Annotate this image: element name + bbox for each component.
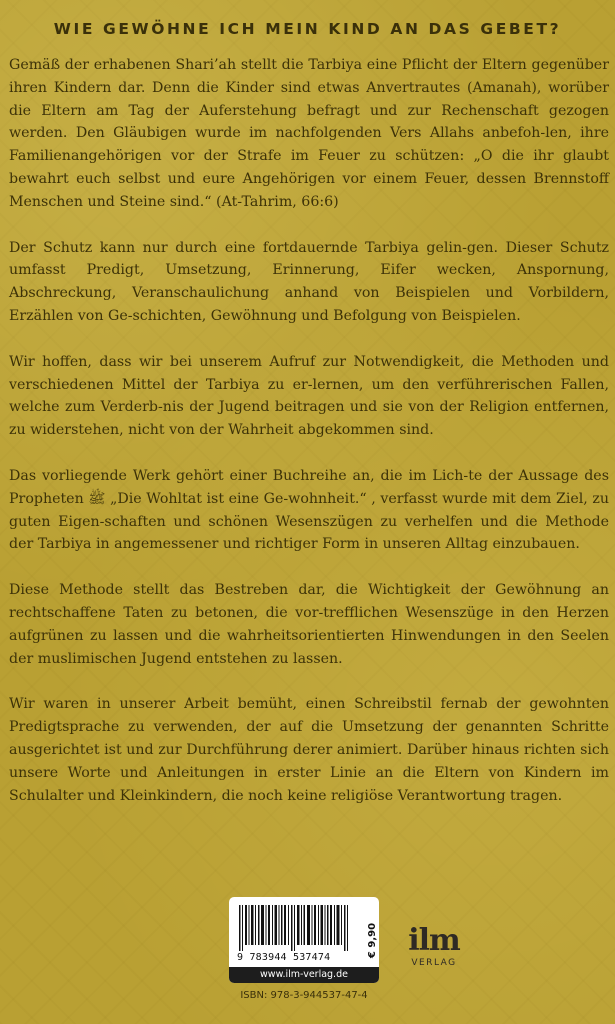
- price-label: € 9,90: [367, 922, 379, 959]
- isbn-label: ISBN: 978-3-944537-47-4: [240, 990, 368, 1001]
- publisher-logo: [398, 923, 470, 968]
- blurb-text: [9, 54, 609, 830]
- barcode-icon: [237, 905, 355, 951]
- paragraph-1: Gemäß der erhabenen Shari’ah stellt die Tarbiya eine Pflicht der Eltern gegenüber ihren Kindern dar. Denn die Kinder sind etwas Anvertrautes (Amanah), worüber die Eltern am Tag der Auferstehung befragt und zur Rechenschaft gezogen werden. Den Gläubigen wurde im nachfolgenden Vers Allahs anbefoh-len, ihre Familienangehörigen vor der Strafe im Feuer zu schützen: „O die ihr glaubt bewahrt euch selbst und eure Angehörigen vor einem Feuer, dessen Brennstoff Menschen und Steine sind.“ (At-Tahrim, 66:6): [9, 57, 609, 210]
- logo-sub-text: VERLAG: [411, 958, 457, 968]
- publisher-url: www.ilm-verlag.de: [229, 967, 379, 983]
- paragraph-4: Das vorliegende Werk gehört einer Buchreihe an, die im Lich-te der Aussage des Propheten ﷺ „Die Wohltat ist eine Ge-wohnheit.“ , verfasst wurde mit dem Ziel, zu guten Eigen-schaften und schönen Wesenszügen zu verhelfen und die Methode der Tarbiya in angemessener und richtiger Form in unseren Alltag einzubauen.: [9, 467, 609, 553]
- paragraph-6: Wir waren in unserer Arbeit bemüht, einen Schreibstil fernab der gewohnten Predigtsprache zu verwenden, der auf die Umsetzung der genannten Schritte ausgerichtet ist und zur Durchführung derer animiert. Darüber hinaus richten sich unsere Worte und Anleitungen in erster Linie an die Eltern von Kindern im Schulalter und Kleinkindern, die noch keine religiöse Verantwortung tragen.: [9, 696, 609, 804]
- paragraph-2: Der Schutz kann nur durch eine fortdauernde Tarbiya gelin-gen. Dieser Schutz umfasst Predigt, Umsetzung, Erinnerung, Eifer wecken, Anspornung, Abschreckung, Veranschaulichung anhand von Beispielen und Vorbildern, Erzählen von Ge-schichten, Gewöhnung und Befolgung von Beispielen.: [9, 239, 609, 324]
- barcode-label: [229, 897, 379, 983]
- logo-main-text: ilm: [408, 923, 460, 958]
- cover-title: WIE GEWÖHNE ICH MEIN KIND AN DAS GEBET?: [53, 20, 562, 38]
- paragraph-5: Diese Methode stellt das Bestreben dar, die Wichtigkeit der Gewöhnung an rechtschaffene Taten zu betonen, die vor-trefflichen Wesenszüge in den Herzen aufgrünen zu lassen und die wahrheitsorientierten Hinwendungen in den Seelen der muslimischen Jugend entstehen zu lassen.: [9, 582, 609, 667]
- barcode-number: 9 783944 537474: [237, 952, 331, 963]
- paragraph-3: Wir hoffen, dass wir bei unserem Aufruf zur Notwendigkeit, die Methoden und verschiedenen Mittel der Tarbiya zu er-lernen, um den verführerischen Fallen, welche zum Verderb-nis der Jugend beitragen und sie von der Religion entfernen, zu widerstehen, nicht von der Wahrheit abgekommen sind.: [9, 353, 609, 439]
